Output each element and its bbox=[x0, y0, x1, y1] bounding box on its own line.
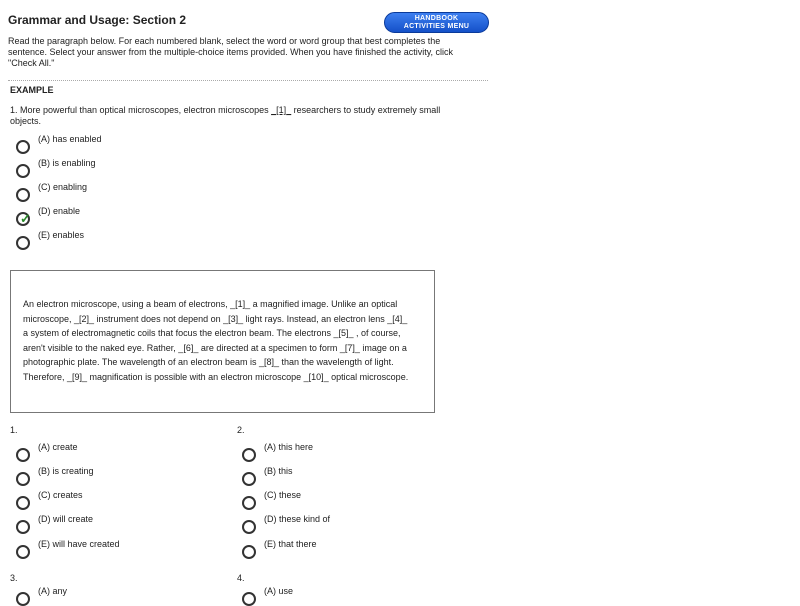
radio-icon[interactable] bbox=[16, 236, 30, 250]
radio-icon[interactable] bbox=[242, 472, 256, 486]
radio-icon[interactable] bbox=[16, 520, 30, 534]
option-label: (A) this here bbox=[264, 442, 314, 452]
passage-box bbox=[10, 270, 435, 413]
q1-option-a[interactable] bbox=[16, 442, 78, 462]
option-label: (B) is creating bbox=[38, 466, 94, 476]
option-label: (A) create bbox=[38, 442, 78, 452]
instructions: Read the paragraph below. For each numbered blank, select the word or word group that best completes the sentence. Select your answer from the multiple-choice items provided. When you have finished the activity, click "Check All." bbox=[8, 36, 454, 68]
q1-option-c[interactable] bbox=[16, 490, 83, 510]
q2-option-a[interactable] bbox=[242, 442, 314, 462]
q2-option-d[interactable] bbox=[242, 514, 331, 534]
option-label: (C) enabling bbox=[38, 182, 88, 192]
example-question-text-before: 1. More powerful than optical microscopes, electron microscopes bbox=[10, 105, 272, 115]
q2-option-b[interactable] bbox=[242, 466, 293, 486]
option-label: (B) this bbox=[264, 466, 293, 476]
passage-text: An electron microscope, using a beam of electrons, _[1]_ a magnified image. Unlike an optical microscope, _[2]_ instrument does not depend on _[3]_ light rays. Instead, an electron lens _[4]_ a system of electromagnetic coils that focus the electron beam. The electrons _[5]_ , of course, aren't visible to the naked eye. Rather, _[6]_ are directed at a specimen to form _[7]_ image on a photographic plate. The wavelength of an electron beam is _[8]_ than the wavelength of light. Therefore, _[9]_ magnification is possible with an electron microscope _[10]_ optical microscope. bbox=[23, 299, 409, 382]
option-label: (C) these bbox=[264, 490, 302, 500]
example-blank: _[1]_ bbox=[271, 105, 292, 115]
divider bbox=[8, 80, 488, 81]
handbook-label: HANDBOOK bbox=[414, 15, 459, 22]
option-label: (E) will have created bbox=[38, 539, 120, 549]
radio-icon[interactable] bbox=[242, 520, 256, 534]
question-4-number: 4. bbox=[237, 573, 245, 583]
radio-icon[interactable] bbox=[242, 496, 256, 510]
q2-option-c[interactable] bbox=[242, 490, 302, 510]
example-option-a[interactable] bbox=[16, 134, 102, 154]
radio-icon[interactable] bbox=[16, 212, 30, 226]
example-question bbox=[10, 105, 470, 127]
option-label: (E) enables bbox=[38, 230, 85, 240]
radio-icon[interactable] bbox=[16, 140, 30, 154]
radio-icon[interactable] bbox=[16, 472, 30, 486]
example-option-b[interactable] bbox=[16, 158, 96, 178]
option-label: (A) use bbox=[264, 586, 294, 596]
option-label: (D) will create bbox=[38, 514, 94, 524]
q3-option-a[interactable] bbox=[16, 586, 68, 606]
example-option-d[interactable] bbox=[16, 206, 81, 226]
question-1-number: 1. bbox=[10, 425, 18, 435]
question-3-number: 3. bbox=[10, 573, 18, 583]
radio-icon[interactable] bbox=[16, 545, 30, 559]
example-option-e[interactable] bbox=[16, 230, 85, 250]
question-2-number: 2. bbox=[237, 425, 245, 435]
option-label: (D) enable bbox=[38, 206, 81, 216]
radio-icon[interactable] bbox=[16, 592, 30, 606]
example-label: EXAMPLE bbox=[10, 85, 54, 95]
example-option-c[interactable] bbox=[16, 182, 88, 202]
radio-icon[interactable] bbox=[16, 188, 30, 202]
option-label: (A) has enabled bbox=[38, 134, 102, 144]
radio-icon[interactable] bbox=[242, 545, 256, 559]
radio-icon[interactable] bbox=[16, 496, 30, 510]
radio-icon[interactable] bbox=[242, 592, 256, 606]
q1-option-b[interactable] bbox=[16, 466, 94, 486]
page-title: Grammar and Usage: Section 2 bbox=[8, 13, 187, 27]
q1-option-e[interactable] bbox=[16, 539, 120, 559]
q4-option-a[interactable] bbox=[242, 586, 294, 606]
q2-option-e[interactable] bbox=[242, 539, 317, 559]
example-question-text-after: researchers to study extremely small objects. bbox=[10, 105, 441, 126]
option-label: (D) these kind of bbox=[264, 514, 331, 524]
radio-icon[interactable] bbox=[16, 164, 30, 178]
option-label: (C) creates bbox=[38, 490, 83, 500]
radio-icon[interactable] bbox=[16, 448, 30, 462]
radio-icon[interactable] bbox=[242, 448, 256, 462]
handbook-activities-menu-button[interactable] bbox=[384, 12, 489, 33]
check-icon: ✓ bbox=[20, 211, 31, 226]
option-label: (E) that there bbox=[264, 539, 317, 549]
activities-menu-label: ACTIVITIES MENU bbox=[403, 23, 470, 30]
option-label: (A) any bbox=[38, 586, 68, 596]
option-label: (B) is enabling bbox=[38, 158, 96, 168]
q1-option-d[interactable] bbox=[16, 514, 94, 534]
